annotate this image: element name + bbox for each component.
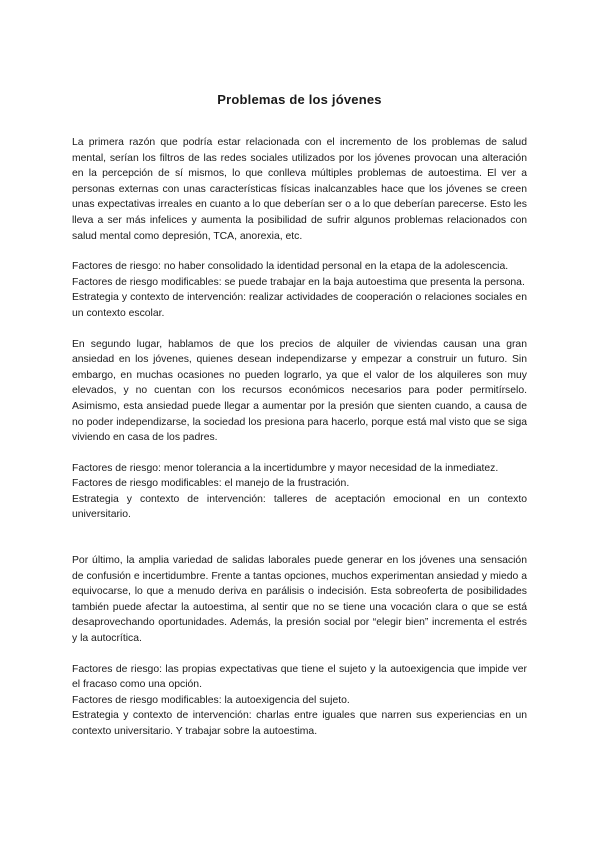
section-2-intro: En segundo lugar, hablamos de que los precios de alquiler de viviendas causan una gran ansiedad en los jóvenes, quienes desean independizarse y empezar a construir un futuro. Sin embargo, en muchas ocasiones no pueden lograrlo, ya que el valor de los alquileres son muy elevados, y no cuentan con los recursos económicos necesarios para poder permitírselo. Asimismo, esta ansiedad puede llegar a aumentar por la presión que sienten cuando, a causa de no poder independizarse, la sociedad los presiona para hacerlo, porque está mal visto que se siga viviendo en casa de los padres. [72, 338, 527, 444]
spacer [72, 244, 527, 259]
section-2-strategy: Estrategia y contexto de intervención: talleres de aceptación emocional en un contexto universitario. [72, 493, 527, 521]
section-1-modifiable-factors: Factores de riesgo modificables: se puede trabajar en la baja autoestima que presenta la persona. [72, 276, 525, 288]
section-2-modifiable-factors: Factores de riesgo modificables: el manejo de la frustración. [72, 478, 350, 490]
section-3-risk-factors: Factores de riesgo: las propias expectativas que tiene el sujeto y la autoexigencia que impide ver el fracaso como una opción. [72, 663, 527, 691]
section-3-modifiable-factors: Factores de riesgo modificables: la autoexigencia del sujeto. [72, 694, 350, 706]
section-1-risk-factors: Factores de riesgo: no haber consolidado la identidad personal en la etapa de la adolescencia. [72, 261, 509, 273]
spacer [72, 322, 527, 337]
section-1-strategy: Estrategia y contexto de intervención: realizar actividades de cooperación o relaciones sociales en un contexto escolar. [72, 292, 527, 319]
section-3-strategy: Estrategia y contexto de intervención: charlas entre iguales que narren sus experiencias en un contexto universitario. Y trabajar sobre la autoestima. [72, 710, 527, 737]
section-1-intro: La primera razón que podría estar relacionada con el incremento de los problemas de salud mental, serían los filtros de las redes sociales utilizados por los jóvenes provocan una alteración en la percepción de sí mismos, lo que conlleva múltiples problemas de autoestima. El ver a personas externas con unas características físicas inalcanzables hace que los jóvenes se creen unas expectativas irreales en cuanto a lo que deberían ser o a lo que deberían parecerse. Esto les lleva a ser más infelices y aumenta la posibilidad de sufrir algunos problemas relacionados con salud mental como depresión, TCA, anorexia, etc. [72, 137, 527, 242]
section-2-risk-factors: Factores de riesgo: menor tolerancia a la incertidumbre y mayor necesidad de la inmediatez. [72, 462, 499, 474]
document-page [72, 92, 527, 740]
spacer [72, 523, 527, 553]
spacer [72, 647, 527, 662]
spacer [72, 446, 527, 461]
section-3-intro: Por último, la amplia variedad de salidas laborales puede generar en los jóvenes una sensación de confusión e incertidumbre. Frente a tantas opciones, muchos experimentan ansiedad y miedo a equivocarse, lo que a menudo deriva en parálisis o indecisión. Esta sobreoferta de posibilidades también puede afectar la autoestima, al sentir que no se tiene una vocación clara o que se está desaprovechando oportunidades. Además, la presión social por “elegir bien” incrementa el estrés y la autocrítica. [72, 555, 527, 645]
page-title: Problemas de los jóvenes [217, 92, 382, 107]
